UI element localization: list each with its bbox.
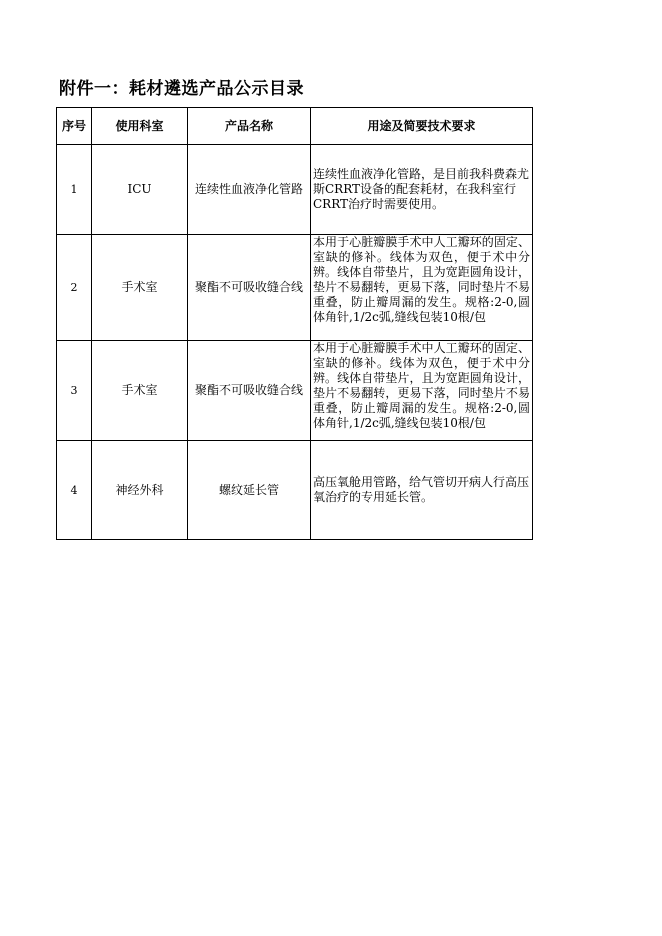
- cell-desc-text: 本用于心脏瓣膜手术中人工瓣环的固定、室缺的修补。线体为双色，便于术中分辨。线体自带垫片，且为宽距圆角设计，垫片不易翻转，更易下落，同时垫片不易重叠，防止瓣周漏的发生。规格:2-0,圆体角针,1/2c弧,缝线包装10根/包: [313, 235, 530, 324]
- cell-desc-text: 本用于心脏瓣膜手术中人工瓣环的固定、室缺的修补。线体为双色，便于术中分辨。线体自带垫片，且为宽距圆角设计，垫片不易翻转，更易下落，同时垫片不易重叠，防止瓣周漏的发生。规格:2-0,圆体角针,1/2c弧,缝线包装10根/包: [313, 341, 530, 430]
- cell-product: 聚酯不可吸收缝合线: [188, 341, 311, 441]
- cell-seq: 2: [57, 235, 92, 341]
- cell-desc: [311, 441, 533, 540]
- cell-seq: 3: [57, 341, 92, 441]
- cell-desc-text: 高压氧舱用管路，给气管切开病人行高压氧治疗的专用延长管。: [313, 475, 530, 504]
- cell-product: 连续性血液净化管路: [188, 145, 311, 235]
- cell-dept: ICU: [92, 145, 188, 235]
- header-dept: 使用科室: [92, 108, 188, 145]
- header-desc: 用途及简要技术要求: [311, 108, 533, 145]
- cell-product: 聚酯不可吸收缝合线: [188, 235, 311, 341]
- cell-desc: [311, 145, 533, 235]
- table-row: [57, 145, 533, 235]
- table-row: [57, 441, 533, 540]
- table-row: [57, 341, 533, 441]
- header-seq: 序号: [57, 108, 92, 145]
- product-table: [56, 107, 533, 540]
- table-header-row: [57, 108, 533, 145]
- table-row: [57, 235, 533, 341]
- page-title: 附件一：耗材遴选产品公示目录: [59, 79, 304, 99]
- cell-dept: 手术室: [92, 341, 188, 441]
- cell-seq: 1: [57, 145, 92, 235]
- cell-desc: [311, 341, 533, 441]
- cell-desc: [311, 235, 533, 341]
- cell-seq: 4: [57, 441, 92, 540]
- cell-product: 螺纹延长管: [188, 441, 311, 540]
- cell-dept: 手术室: [92, 235, 188, 341]
- header-product: 产品名称: [188, 108, 311, 145]
- cell-desc-text: 连续性血液净化管路，是目前我科费森尤斯CRRT设备的配套耗材，在我科室行CRRT治疗时需要使用。: [313, 167, 530, 211]
- cell-dept: 神经外科: [92, 441, 188, 540]
